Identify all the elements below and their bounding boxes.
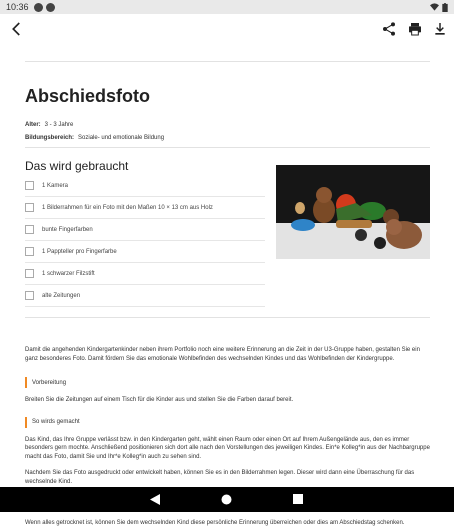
print-icon[interactable]: [407, 21, 423, 37]
item-label: 1 Kamera: [42, 182, 69, 189]
divider: [25, 61, 430, 62]
meta-area: [25, 134, 430, 142]
meta-info: [25, 121, 430, 142]
meta-value: 3 - 3 Jahre: [44, 122, 74, 128]
preparation-text: Breiten Sie die Zeitungen auf einem Tisch für die Kinder aus und stellen Sie die Farben darauf bereit.: [25, 397, 294, 403]
divider: [25, 147, 430, 148]
step-text: Wenn alles getrocknet ist, können Sie dem wechselnden Kind diese persönliche Erinnerung überreichen oder dies am Abschiedstag schenken.: [25, 520, 405, 526]
share-icon[interactable]: [381, 21, 397, 37]
arrow-left-icon[interactable]: [8, 20, 26, 38]
system-nav-bar: [0, 487, 454, 512]
checkbox[interactable]: [25, 269, 34, 278]
notification-icon: [34, 3, 43, 12]
status-bar: [0, 0, 454, 14]
list-item[interactable]: [25, 219, 265, 241]
list-item[interactable]: [25, 241, 265, 263]
materials-list: [25, 175, 265, 307]
materials-heading: Das wird gebraucht: [25, 159, 129, 173]
article: [25, 44, 430, 528]
intro-text: Damit die angehenden Kindergartenkinder neben ihrem Portfolio noch eine weitere Erinnerung an die Zeit in der U3-Gruppe haben, gestalten Sie ein ganz besonderes Foto. Damit fördern Sie das emotionale Wohlbefinden des wechselnden Kindes und das Wohlbefinden der Kindergruppe.: [25, 347, 420, 362]
howto-heading-label: So wirds gemacht: [32, 419, 80, 425]
checkbox[interactable]: [25, 203, 34, 212]
item-label: 1 Pappteller pro Fingerfarbe: [42, 248, 117, 255]
notification-icon: [46, 3, 55, 12]
wifi-icon: [430, 3, 439, 11]
checkbox[interactable]: [25, 181, 34, 190]
step-text: Das Kind, das Ihre Gruppe verlässt bzw. in den Kindergarten geht, wählt einen Raum oder einen Ort auf Ihrem Außengelände aus, den es immer besonders gern mochte. Anschließend positionieren sich dort alle nach den Vorstellungen des jeweiligen Kindes. Ein*e Kolleg*in aus der Nachbargruppe macht das Foto, damit Sie und Ihr*e Kolleg*in auch zu sehen sind.: [25, 436, 430, 460]
battery-icon: [442, 3, 448, 12]
step-text: Nachdem Sie das Foto ausgedruckt oder entwickelt haben, können Sie es in den Bilderrahmen legen. Dieser wird dann eine Überraschung für das wechselnde Kind.: [25, 470, 415, 485]
divider: [25, 317, 430, 318]
page-title: Abschiedsfoto: [25, 86, 151, 106]
item-label: 1 Bilderrahmen für ein Foto mit den Maßen 10 × 13 cm aus Holz: [42, 204, 213, 211]
list-item[interactable]: [25, 263, 265, 285]
list-item[interactable]: [25, 197, 265, 219]
download-icon[interactable]: [432, 21, 448, 37]
list-item[interactable]: [25, 285, 265, 307]
meta-label: Bildungsbereich:: [25, 135, 75, 141]
checkbox[interactable]: [25, 291, 34, 300]
checkbox[interactable]: [25, 247, 34, 256]
meta-value: Soziale- und emotionale Bildung: [78, 135, 165, 141]
item-label: alte Zeitungen: [42, 292, 81, 299]
list-item[interactable]: [25, 175, 265, 197]
checkbox[interactable]: [25, 225, 34, 234]
howto-heading: [25, 417, 430, 428]
back-triangle-icon[interactable]: [150, 494, 160, 505]
item-label: bunte Fingerfarben: [42, 226, 93, 233]
meta-age: [25, 121, 430, 129]
recents-square-icon[interactable]: [293, 494, 303, 504]
stuffed-toys-photo: [276, 165, 430, 259]
app-toolbar: [0, 14, 454, 44]
item-label: 1 schwarzer Filzstift: [42, 270, 95, 277]
materials-section: [25, 159, 430, 307]
preparation-heading-label: Vorbereitung: [32, 379, 67, 386]
preparation-heading: [25, 377, 430, 388]
home-circle-icon[interactable]: [221, 494, 232, 505]
clock: 10:36: [6, 2, 29, 12]
meta-label: Alter:: [25, 122, 41, 128]
